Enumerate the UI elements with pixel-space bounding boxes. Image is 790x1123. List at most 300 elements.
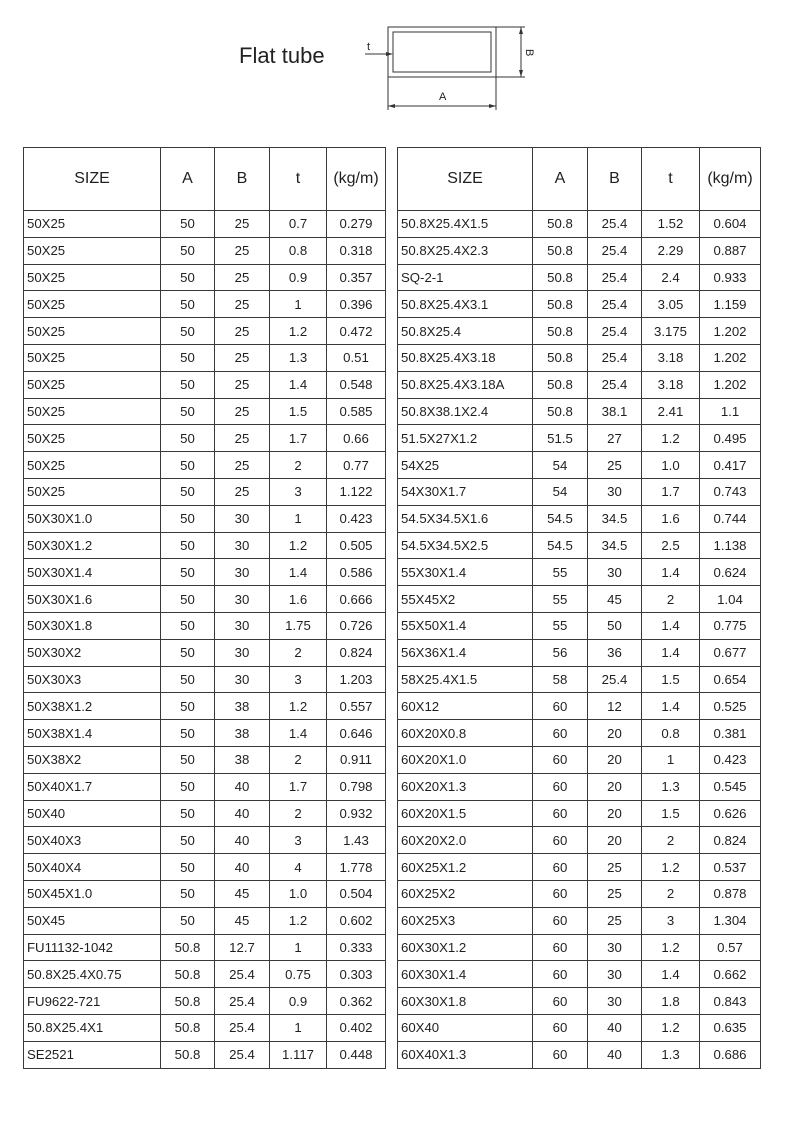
size-cell: 50X30X1.8: [24, 612, 161, 639]
col-header-size: SIZE: [24, 148, 161, 211]
t-cell: 1: [270, 291, 327, 318]
table-row: [24, 371, 386, 398]
t-cell: 1.0: [642, 452, 700, 479]
weight-cell: 0.887: [700, 237, 761, 264]
table-row: [398, 934, 761, 961]
b-cell: 38: [215, 746, 270, 773]
a-cell: 50: [161, 773, 215, 800]
b-cell: 30: [215, 639, 270, 666]
t-cell: 1.4: [642, 612, 700, 639]
t-cell: 1.4: [270, 720, 327, 747]
weight-cell: 1.202: [700, 371, 761, 398]
b-cell: 40: [588, 1014, 642, 1041]
size-cell: 50.8X25.4X3.1: [398, 291, 533, 318]
table-row: [24, 1014, 386, 1041]
b-cell: 25: [215, 291, 270, 318]
weight-cell: 0.677: [700, 639, 761, 666]
table-row: [398, 800, 761, 827]
table-row: [24, 988, 386, 1015]
size-cell: 50X25: [24, 318, 161, 345]
size-cell: 55X30X1.4: [398, 559, 533, 586]
b-cell: 25: [215, 318, 270, 345]
spec-table-left-body: [24, 211, 386, 1069]
b-cell: 25.4: [588, 344, 642, 371]
page-title: Flat tube: [239, 43, 325, 68]
table-header-row: [398, 148, 761, 211]
weight-cell: 0.585: [327, 398, 386, 425]
table-row: [398, 1041, 761, 1068]
b-arrow-top: [519, 27, 523, 34]
size-cell: 50.8X25.4X1: [24, 1014, 161, 1041]
b-cell: 30: [215, 586, 270, 613]
a-cell: 50: [161, 452, 215, 479]
t-label: t: [367, 41, 371, 53]
a-cell: 56: [533, 639, 588, 666]
a-cell: 51.5: [533, 425, 588, 452]
weight-cell: 0.743: [700, 478, 761, 505]
a-cell: 50: [161, 291, 215, 318]
t-cell: 1.2: [270, 532, 327, 559]
t-cell: 1.117: [270, 1041, 327, 1068]
a-cell: 50: [161, 344, 215, 371]
weight-cell: 0.57: [700, 934, 761, 961]
b-cell: 25.4: [588, 211, 642, 238]
a-cell: 50: [161, 425, 215, 452]
t-cell: 3.18: [642, 371, 700, 398]
weight-cell: 0.303: [327, 961, 386, 988]
t-cell: 1.75: [270, 612, 327, 639]
table-row: [398, 827, 761, 854]
a-cell: 50: [161, 318, 215, 345]
a-cell: 50.8: [161, 1041, 215, 1068]
weight-cell: 1.778: [327, 854, 386, 881]
spec-table-right-body: [398, 211, 761, 1069]
b-cell: 30: [588, 988, 642, 1015]
weight-cell: 1.04: [700, 586, 761, 613]
size-cell: 54.5X34.5X2.5: [398, 532, 533, 559]
t-cell: 1.5: [642, 666, 700, 693]
table-row: [398, 478, 761, 505]
weight-cell: 0.686: [700, 1041, 761, 1068]
spec-table-right: [397, 147, 761, 1069]
weight-cell: 0.362: [327, 988, 386, 1015]
b-cell: 40: [215, 800, 270, 827]
weight-cell: 0.504: [327, 880, 386, 907]
weight-cell: 0.843: [700, 988, 761, 1015]
b-cell: 45: [588, 586, 642, 613]
b-cell: 20: [588, 746, 642, 773]
b-cell: 25: [588, 854, 642, 881]
size-cell: 50X30X3: [24, 666, 161, 693]
b-cell: 34.5: [588, 505, 642, 532]
size-cell: 50X40X1.7: [24, 773, 161, 800]
table-row: [398, 854, 761, 881]
size-cell: 60X25X1.2: [398, 854, 533, 881]
size-cell: 60X30X1.8: [398, 988, 533, 1015]
t-cell: 1.5: [642, 800, 700, 827]
b-cell: 25: [215, 452, 270, 479]
weight-cell: 0.318: [327, 237, 386, 264]
t-cell: 1.8: [642, 988, 700, 1015]
a-cell: 60: [533, 746, 588, 773]
size-cell: 50X25: [24, 237, 161, 264]
weight-cell: 1.122: [327, 478, 386, 505]
weight-cell: 0.824: [327, 639, 386, 666]
b-cell: 30: [215, 532, 270, 559]
t-cell: 2: [642, 827, 700, 854]
b-cell: 45: [215, 880, 270, 907]
table-row: [24, 773, 386, 800]
t-cell: 3: [642, 907, 700, 934]
table-row: [398, 586, 761, 613]
a-cell: 50: [161, 720, 215, 747]
t-cell: 2.41: [642, 398, 700, 425]
a-cell: 50.8: [161, 1014, 215, 1041]
weight-cell: 0.525: [700, 693, 761, 720]
t-cell: 1: [270, 934, 327, 961]
size-cell: 50X25: [24, 211, 161, 238]
a-cell: 50.8: [533, 398, 588, 425]
a-arrow-right: [489, 104, 496, 108]
table-row: [24, 746, 386, 773]
size-cell: 50X38X1.4: [24, 720, 161, 747]
t-cell: 1.3: [642, 773, 700, 800]
b-cell: 25: [215, 237, 270, 264]
b-cell: 38: [215, 720, 270, 747]
table-row: [398, 693, 761, 720]
table-row: [398, 666, 761, 693]
weight-cell: 0.798: [327, 773, 386, 800]
t-cell: 3: [270, 827, 327, 854]
weight-cell: 0.602: [327, 907, 386, 934]
a-arrow-left: [388, 104, 395, 108]
weight-cell: 0.932: [327, 800, 386, 827]
b-cell: 40: [215, 854, 270, 881]
size-cell: 55X45X2: [398, 586, 533, 613]
b-cell: 30: [215, 559, 270, 586]
weight-cell: 0.824: [700, 827, 761, 854]
t-cell: 1.5: [270, 398, 327, 425]
size-cell: 60X30X1.4: [398, 961, 533, 988]
weight-cell: 0.545: [700, 773, 761, 800]
table-row: [24, 211, 386, 238]
t-cell: 0.8: [270, 237, 327, 264]
table-row: [398, 371, 761, 398]
a-cell: 60: [533, 988, 588, 1015]
t-cell: 2: [270, 800, 327, 827]
t-cell: 1.2: [642, 854, 700, 881]
weight-cell: 0.775: [700, 612, 761, 639]
t-cell: 2: [642, 880, 700, 907]
a-cell: 55: [533, 559, 588, 586]
b-cell: 30: [215, 505, 270, 532]
table-row: [398, 907, 761, 934]
weight-cell: 0.635: [700, 1014, 761, 1041]
size-cell: 50X38X1.2: [24, 693, 161, 720]
size-cell: 58X25.4X1.5: [398, 666, 533, 693]
table-row: [398, 746, 761, 773]
weight-cell: 0.333: [327, 934, 386, 961]
t-cell: 1.2: [270, 318, 327, 345]
t-cell: 0.7: [270, 211, 327, 238]
a-cell: 55: [533, 586, 588, 613]
t-cell: 3.18: [642, 344, 700, 371]
weight-cell: 0.448: [327, 1041, 386, 1068]
a-cell: 60: [533, 827, 588, 854]
weight-cell: 1.159: [700, 291, 761, 318]
a-cell: 50.8: [533, 211, 588, 238]
t-cell: 0.8: [642, 720, 700, 747]
tube-inner-outline: [393, 32, 491, 72]
weight-cell: 0.423: [700, 746, 761, 773]
size-cell: FU9622-721: [24, 988, 161, 1015]
col-header-a: A: [161, 148, 215, 211]
table-row: [24, 532, 386, 559]
a-cell: 50.8: [533, 318, 588, 345]
size-cell: 60X40: [398, 1014, 533, 1041]
table-row: [24, 693, 386, 720]
b-cell: 50: [588, 612, 642, 639]
table-row: [24, 880, 386, 907]
table-row: [398, 452, 761, 479]
a-cell: 50: [161, 666, 215, 693]
b-cell: 40: [215, 827, 270, 854]
weight-cell: 0.357: [327, 264, 386, 291]
t-cell: 1: [270, 505, 327, 532]
t-cell: 1.4: [642, 961, 700, 988]
t-cell: 2: [270, 639, 327, 666]
size-cell: 50.8X25.4X0.75: [24, 961, 161, 988]
t-cell: 2: [642, 586, 700, 613]
a-cell: 50: [161, 586, 215, 613]
table-row: [24, 934, 386, 961]
t-cell: 2.29: [642, 237, 700, 264]
size-cell: 60X20X0.8: [398, 720, 533, 747]
size-cell: 50X30X2: [24, 639, 161, 666]
size-cell: 60X25X2: [398, 880, 533, 907]
t-cell: 1: [642, 746, 700, 773]
size-cell: 55X50X1.4: [398, 612, 533, 639]
a-cell: 54: [533, 452, 588, 479]
size-cell: 50X25: [24, 425, 161, 452]
a-cell: 50: [161, 854, 215, 881]
a-cell: 50.8: [533, 264, 588, 291]
col-header-b: B: [215, 148, 270, 211]
a-cell: 50: [161, 639, 215, 666]
t-cell: 1.4: [642, 559, 700, 586]
b-arrow-bottom: [519, 70, 523, 77]
b-cell: 25.4: [588, 318, 642, 345]
size-cell: 50X25: [24, 478, 161, 505]
weight-cell: 0.77: [327, 452, 386, 479]
size-cell: 50.8X25.4X1.5: [398, 211, 533, 238]
b-cell: 27: [588, 425, 642, 452]
a-cell: 50.8: [533, 371, 588, 398]
size-cell: 50X25: [24, 344, 161, 371]
b-cell: 25: [215, 371, 270, 398]
size-cell: 54X25: [398, 452, 533, 479]
weight-cell: 0.626: [700, 800, 761, 827]
size-cell: 60X20X2.0: [398, 827, 533, 854]
table-row: [24, 961, 386, 988]
b-cell: 34.5: [588, 532, 642, 559]
table-row: [24, 291, 386, 318]
size-cell: 50X45: [24, 907, 161, 934]
table-row: [24, 854, 386, 881]
table-row: [24, 264, 386, 291]
size-cell: 50X30X1.2: [24, 532, 161, 559]
size-cell: 50.8X25.4X3.18A: [398, 371, 533, 398]
a-cell: 58: [533, 666, 588, 693]
t-cell: 3.05: [642, 291, 700, 318]
size-cell: 50.8X25.4X2.3: [398, 237, 533, 264]
a-cell: 50.8: [161, 961, 215, 988]
a-cell: 50.8: [161, 988, 215, 1015]
size-cell: 54X30X1.7: [398, 478, 533, 505]
weight-cell: 0.586: [327, 559, 386, 586]
size-cell: 54.5X34.5X1.6: [398, 505, 533, 532]
a-cell: 60: [533, 800, 588, 827]
table-row: [398, 318, 761, 345]
t-cell: 1.0: [270, 880, 327, 907]
b-cell: 25.4: [215, 1014, 270, 1041]
table-row: [398, 1014, 761, 1041]
a-cell: 50: [161, 693, 215, 720]
b-cell: 30: [215, 666, 270, 693]
t-cell: 2: [270, 746, 327, 773]
b-cell: 25.4: [588, 666, 642, 693]
table-row: [24, 907, 386, 934]
a-cell: 50.8: [161, 934, 215, 961]
b-cell: 36: [588, 639, 642, 666]
weight-cell: 0.495: [700, 425, 761, 452]
weight-cell: 1.138: [700, 532, 761, 559]
b-cell: 20: [588, 720, 642, 747]
table-row: [24, 398, 386, 425]
weight-cell: 0.557: [327, 693, 386, 720]
table-row: [398, 639, 761, 666]
table-row: [398, 237, 761, 264]
size-cell: 50.8X25.4X3.18: [398, 344, 533, 371]
size-cell: 60X25X3: [398, 907, 533, 934]
t-cell: 0.9: [270, 988, 327, 1015]
size-cell: 51.5X27X1.2: [398, 425, 533, 452]
b-cell: 25: [215, 264, 270, 291]
table-row: [24, 612, 386, 639]
table-row: [398, 559, 761, 586]
col-header-t: t: [642, 148, 700, 211]
t-cell: 1.2: [270, 907, 327, 934]
size-cell: 60X20X1.0: [398, 746, 533, 773]
weight-cell: 0.396: [327, 291, 386, 318]
b-cell: 38: [215, 693, 270, 720]
size-cell: 50X25: [24, 371, 161, 398]
table-row: [398, 344, 761, 371]
a-cell: 50: [161, 264, 215, 291]
size-cell: 50.8X38.1X2.4: [398, 398, 533, 425]
weight-cell: 0.548: [327, 371, 386, 398]
t-cell: 1.4: [270, 371, 327, 398]
t-cell: 0.75: [270, 961, 327, 988]
t-cell: 1.4: [642, 639, 700, 666]
t-cell: 1.4: [642, 693, 700, 720]
weight-cell: 1.203: [327, 666, 386, 693]
weight-cell: 0.423: [327, 505, 386, 532]
b-cell: 25: [215, 478, 270, 505]
a-cell: 50: [161, 237, 215, 264]
b-cell: 45: [215, 907, 270, 934]
size-cell: 50.8X25.4: [398, 318, 533, 345]
table-row: [398, 532, 761, 559]
t-cell: 1.52: [642, 211, 700, 238]
a-cell: 50: [161, 559, 215, 586]
a-label: A: [439, 91, 447, 103]
weight-cell: 0.472: [327, 318, 386, 345]
t-cell: 1.6: [270, 586, 327, 613]
a-cell: 60: [533, 961, 588, 988]
weight-cell: 0.604: [700, 211, 761, 238]
b-cell: 30: [588, 934, 642, 961]
a-cell: 50: [161, 211, 215, 238]
size-cell: 60X20X1.5: [398, 800, 533, 827]
t-cell: 1.7: [642, 478, 700, 505]
size-cell: 50X30X1.0: [24, 505, 161, 532]
weight-cell: 0.381: [700, 720, 761, 747]
size-cell: 60X20X1.3: [398, 773, 533, 800]
spec-table-left: [23, 147, 386, 1069]
table-row: [398, 720, 761, 747]
weight-cell: 0.654: [700, 666, 761, 693]
b-cell: 30: [588, 961, 642, 988]
t-cell: 2.5: [642, 532, 700, 559]
a-cell: 50: [161, 800, 215, 827]
weight-cell: 1.1: [700, 398, 761, 425]
b-cell: 38.1: [588, 398, 642, 425]
table-row: [24, 827, 386, 854]
col-header-a: A: [533, 148, 588, 211]
table-row: [24, 559, 386, 586]
weight-cell: 0.911: [327, 746, 386, 773]
size-cell: FU11132-1042: [24, 934, 161, 961]
table-row: [398, 264, 761, 291]
table-row: [398, 398, 761, 425]
weight-cell: 0.417: [700, 452, 761, 479]
table-row: [24, 720, 386, 747]
weight-cell: 0.744: [700, 505, 761, 532]
size-cell: 50X40X3: [24, 827, 161, 854]
weight-cell: 0.505: [327, 532, 386, 559]
col-header-weight: (kg/m): [700, 148, 761, 211]
size-cell: 50X38X2: [24, 746, 161, 773]
t-cell: 4: [270, 854, 327, 881]
a-cell: 60: [533, 907, 588, 934]
b-cell: 25.4: [215, 961, 270, 988]
t-cell: 2.4: [642, 264, 700, 291]
weight-cell: 0.537: [700, 854, 761, 881]
col-header-t: t: [270, 148, 327, 211]
table-row: [398, 773, 761, 800]
t-cell: 1.6: [642, 505, 700, 532]
t-cell: 1.4: [270, 559, 327, 586]
weight-cell: 0.662: [700, 961, 761, 988]
a-cell: 60: [533, 773, 588, 800]
weight-cell: 1.43: [327, 827, 386, 854]
a-cell: 50: [161, 371, 215, 398]
weight-cell: 1.202: [700, 318, 761, 345]
size-cell: 50X30X1.4: [24, 559, 161, 586]
b-cell: 25: [215, 211, 270, 238]
size-cell: 50X30X1.6: [24, 586, 161, 613]
